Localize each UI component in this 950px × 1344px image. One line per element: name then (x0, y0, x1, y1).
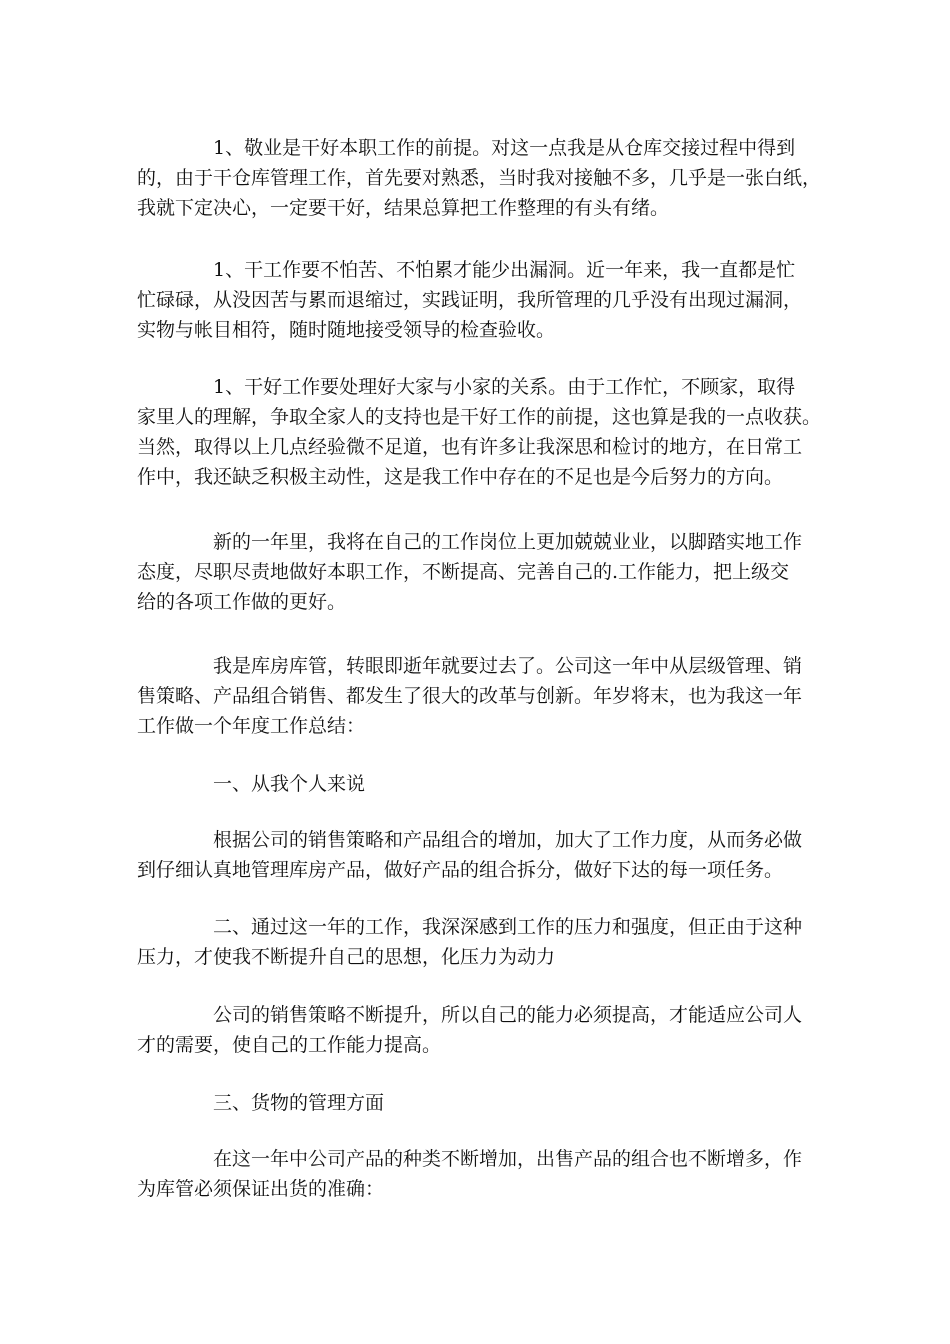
paragraph-line: 的，由于干仓库管理工作，首先要对熟悉，当时我对接触不多，几乎是一张白纸， (137, 167, 822, 189)
paragraph-line: 公司的销售策略不断提升，所以自己的能力必须提高，才能适应公司人 (213, 1004, 803, 1026)
paragraph-line: 我就下定决心，一定要干好，结果总算把工作整理的有头有绪。 (137, 197, 670, 219)
paragraph-line: 压力，才使我不断提升自己的思想，化压力为动力 (137, 946, 556, 968)
paragraph-line: 1、敬业是干好本职工作的前提。对这一点我是从仓库交接过程中得到 (213, 137, 796, 159)
paragraph-line: 我是库房库管，转眼即逝年就要过去了。公司这一年中从层级管理、销 (213, 655, 803, 677)
paragraph-line: 根据公司的销售策略和产品组合的增加，加大了工作力度，从而务必做 (213, 829, 803, 851)
heading-line: 一、从我个人来说 (213, 773, 366, 795)
paragraph-line: 工作做一个年度工作总结： (137, 715, 366, 737)
paragraph-line: 当然，取得以上几点经验微不足道，也有许多让我深思和检讨的地方，在日常工 (137, 436, 803, 458)
paragraph-6 (137, 825, 817, 885)
paragraph-line: 新的一年里，我将在自己的工作岗位上更加兢兢业业，以脚踏实地工作 (213, 531, 803, 553)
paragraph-1 (137, 133, 822, 223)
paragraph-line: 在这一年中公司产品的种类不断增加，出售产品的组合也不断增多，作 (213, 1148, 803, 1170)
paragraph-line: 作中，我还缺乏积极主动性，这是我工作中存在的不足也是今后努力的方向。 (137, 466, 784, 488)
heading-line: 三、货物的管理方面 (213, 1092, 385, 1114)
paragraph-7 (137, 1000, 817, 1060)
paragraph-line: 到仔细认真地管理库房产品，做好产品的组合拆分，做好下达的每一项任务。 (137, 859, 784, 881)
paragraph-line: 售策略、产品组合销售、都发生了很大的改革与创新。年岁将末，也为我这一年 (137, 685, 803, 707)
paragraph-line: 为库管必须保证出货的准确： (137, 1178, 385, 1200)
paragraph-line: 1、干工作要不怕苦、不怕累才能少出漏洞。近一年来，我一直都是忙 (213, 259, 796, 281)
paragraph-line: 忙碌碌，从没因苦与累而退缩过，实践证明，我所管理的几乎没有出现过漏洞， (137, 289, 803, 311)
paragraph-line: 1、干好工作要处理好大家与小家的关系。由于工作忙，不顾家，取得 (213, 376, 796, 398)
paragraph-line: 家里人的理解，争取全家人的支持也是干好工作的前提，这也算是我的一点收获。 (137, 406, 822, 428)
paragraph-2 (137, 255, 817, 345)
paragraph-3 (137, 372, 822, 492)
paragraph-line: 态度，尽职尽责地做好本职工作，不断提高、完善自己的.工作能力，把上级交 (137, 561, 790, 583)
paragraph-line: 二、通过这一年的工作，我深深感到工作的压力和强度，但正由于这种 (213, 916, 803, 938)
paragraph-8 (137, 1144, 817, 1204)
paragraph-line: 才的需要，使自己的工作能力提高。 (137, 1034, 442, 1056)
section-heading-1 (137, 769, 817, 799)
paragraph-line: 给的各项工作做的更好。 (137, 591, 347, 613)
paragraph-line: 实物与帐目相符，随时随地接受领导的检查验收。 (137, 319, 556, 341)
section-heading-2 (137, 912, 817, 972)
paragraph-4 (137, 527, 817, 617)
section-heading-3 (137, 1088, 817, 1118)
paragraph-5 (137, 651, 817, 741)
